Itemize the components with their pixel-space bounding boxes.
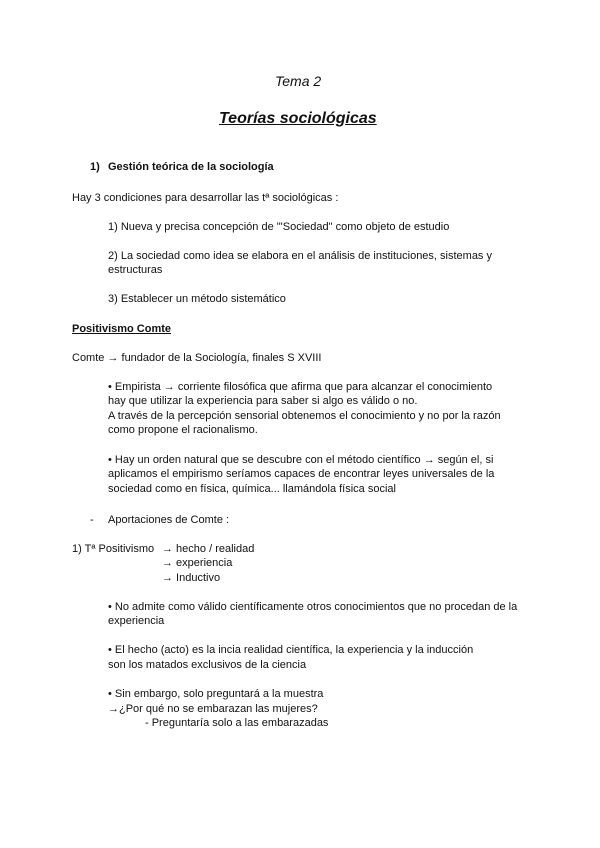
section-intro: Hay 3 condiciones para desarrollar las tª sociológicas :	[72, 192, 339, 204]
bullet-line: son los matados exclusivos de la ciencia	[108, 659, 307, 671]
arrow-item: → hecho / realidad	[162, 543, 255, 555]
bullet-line: aplicamos el empirismo seríamos capaces de encontrar leyes universales de la	[108, 468, 495, 480]
bullet-line: • El hecho (acto) es la incia realidad científica, la experiencia y la inducción	[108, 644, 474, 656]
topic-label: Tema 2	[275, 73, 322, 89]
question-line: →¿Por qué no se embarazan las mujeres?	[108, 703, 318, 715]
comte-intro: Comte → fundador de la Sociología, finales S XVIII	[72, 352, 322, 364]
section-heading: Gestión teórica de la sociología	[108, 161, 274, 173]
bullet-line: experiencia	[108, 615, 165, 627]
bullet-line: • Sin embargo, solo preguntará a la muestra	[108, 688, 324, 700]
bullet-line: A través de la percepción sensorial obtenemos el conocimiento y no por la razón	[108, 410, 501, 422]
aportaciones-label: Aportaciones de Comte :	[108, 514, 230, 526]
bullet-line: • No admite como válido científicamente otros conocimientos que no procedan de la	[108, 601, 518, 613]
section-number: 1)	[90, 161, 100, 173]
page-title: Teorías sociológicas	[219, 110, 377, 127]
arrow-item: → experiencia	[162, 557, 233, 569]
bullet-line: hay que utilizar la experiencia para saber si algo es válido o no.	[108, 395, 418, 407]
bullet-line: sociedad como en física, química... llamándola física social	[108, 483, 396, 495]
arrow-item: → Inductivo	[162, 572, 221, 584]
subsection-heading: Positivismo Comte	[72, 323, 172, 335]
answer-line: - Preguntaría solo a las embarazadas	[145, 717, 329, 729]
bullet-line: como propone el racionalismo.	[108, 424, 258, 436]
condition-item: 2) La sociedad como idea se elabora en el análisis de instituciones, sistemas y	[108, 250, 492, 262]
positivism-label: 1) Tª Positivismo	[72, 543, 155, 555]
condition-item-continuation: estructuras	[108, 264, 163, 276]
condition-item: 3) Establecer un método sistemático	[108, 293, 286, 305]
bullet-line: • Hay un orden natural que se descubre con el método científico → según el, si	[108, 454, 494, 466]
list-dash: -	[90, 514, 94, 526]
condition-item: 1) Nueva y precisa concepción de "'Sociedad" como objeto de estudio	[108, 221, 450, 233]
bullet-line: • Empirista → corriente filosófica que afirma que para alcanzar el conocimiento	[108, 381, 493, 393]
